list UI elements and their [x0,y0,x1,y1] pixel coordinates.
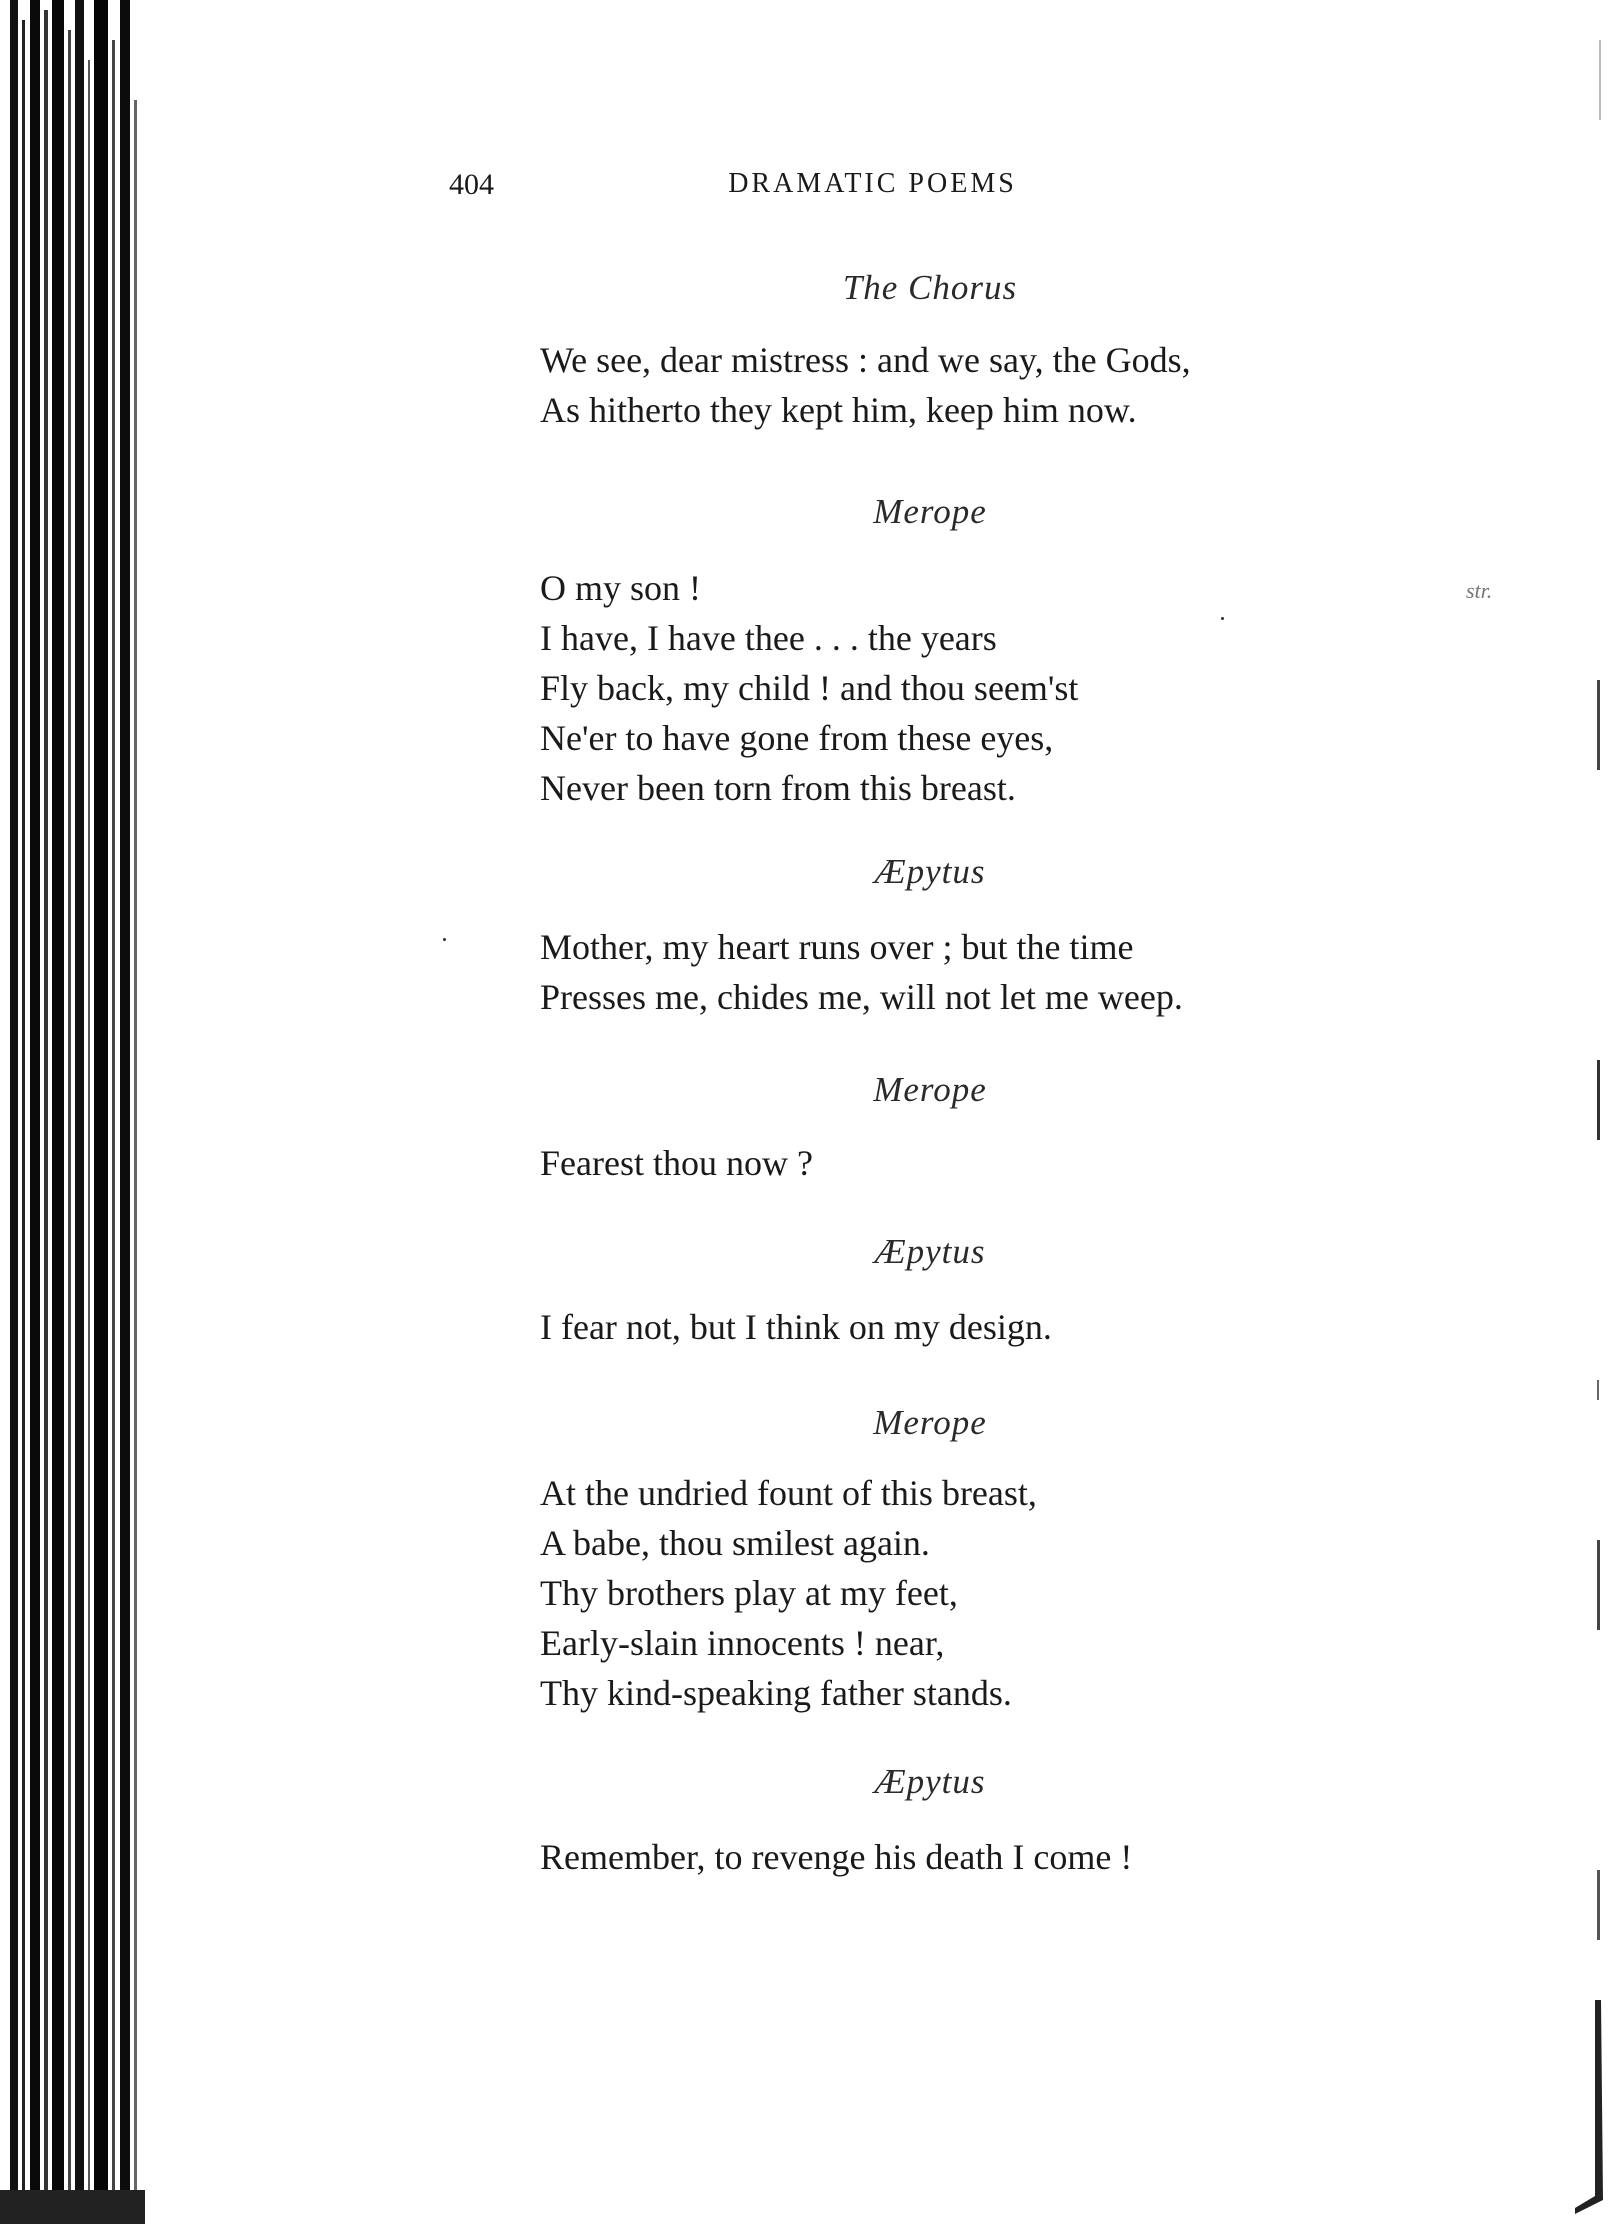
book-binding-edge [0,0,145,2224]
speaker-heading: Æpytus [874,852,986,891]
verse-block [540,1138,1440,1188]
right-page-edge [1575,0,1615,2224]
verse-block [540,1468,1440,1718]
speaker-heading: Æpytus [874,1232,986,1271]
verse-line: I fear not, but I think on my design. [540,1307,1052,1347]
verse-line: Ne'er to have gone from these eyes, [540,718,1054,758]
margin-note: str. [1466,578,1493,603]
verse-block [540,335,1440,435]
verse-line: As hitherto they kept him, keep him now. [540,390,1137,430]
running-header [0,168,1615,208]
speaker-heading: Æpytus [874,1762,986,1801]
verse-line: At the undried fount of this breast, [540,1473,1037,1513]
print-speck [443,938,446,941]
verse-block [540,563,1440,813]
verse-line: Thy brothers play at my feet, [540,1573,958,1613]
verse-block [540,1832,1440,1882]
verse-line: Remember, to revenge his death I come ! [540,1837,1133,1877]
verse-line: Fly back, my child ! and thou seem'st [540,668,1079,708]
verse-line: Mother, my heart runs over ; but the time [540,927,1134,967]
speaker-heading: Merope [873,1070,987,1109]
speaker-heading: Merope [873,492,987,531]
verse-block [540,922,1440,1022]
verse-line: I have, I have thee . . . the years [540,618,997,658]
verse-line: Thy kind-speaking father stands. [540,1673,1012,1713]
verse-line: Early-slain innocents ! near, [540,1623,945,1663]
verse-line: A babe, thou smilest again. [540,1523,930,1563]
verse-line: O my son ! [540,568,701,608]
verse-block [540,1302,1440,1352]
verse-line: Fearest thou now ? [540,1143,813,1183]
verse-line: Presses me, chides me, will not let me weep. [540,977,1183,1017]
speaker-heading: The Chorus [842,268,1018,307]
speaker-heading: Merope [873,1403,987,1442]
verse-line: Never been torn from this breast. [540,768,1016,808]
running-title: DRAMATIC POEMS [728,168,1017,199]
verse-line: We see, dear mistress : and we say, the Gods, [540,340,1191,380]
page-number: 404 [449,168,494,201]
